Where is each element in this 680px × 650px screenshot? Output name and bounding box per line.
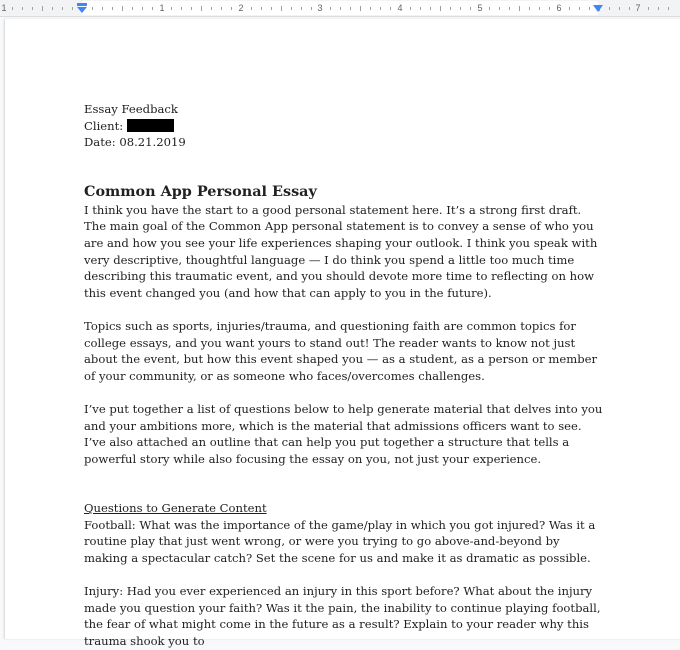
ruler-tick [430, 7, 431, 10]
ruler-tick [380, 7, 381, 10]
ruler-number: 3 [317, 3, 323, 13]
ruler-tick [470, 7, 471, 10]
question-injury: Injury: Had you ever experienced an injury in this sport before? What about the injury made you question your faith? Was it the pain, the inability to continue playing football, the fear of what might come in the future as a result? Explain to your reader why this trauma shook you to [84, 584, 601, 649]
ruler-tick [62, 7, 63, 10]
ruler-tick [211, 7, 212, 10]
ruler-tick [42, 6, 43, 11]
right-indent-marker-icon[interactable] [592, 3, 604, 13]
ruler-tick [658, 7, 659, 10]
ruler-tick [519, 6, 520, 11]
ruler-tick [648, 7, 649, 10]
ruler-number: 4 [397, 3, 403, 13]
ruler-tick [72, 7, 73, 10]
ruler-tick [191, 7, 192, 10]
ruler-number: 1 [1, 3, 7, 13]
ruler-tick [152, 7, 153, 10]
ruler-tick [410, 7, 411, 10]
client-label: Client: [84, 118, 124, 133]
ruler-tick [301, 7, 302, 10]
ruler-number: 1 [159, 3, 165, 13]
header-essay-feedback: Essay Feedback [84, 102, 178, 116]
ruler-tick [112, 7, 113, 10]
ruler-tick [390, 7, 391, 10]
document-body[interactable] [84, 101, 604, 650]
ruler-tick [440, 6, 441, 11]
ruler-tick [291, 7, 292, 10]
ruler-tick [370, 7, 371, 10]
ruler-tick [261, 7, 262, 10]
ruler-tick [281, 6, 282, 11]
ruler-tick [499, 7, 500, 10]
ruler-tick [122, 6, 123, 11]
ruler-tick [569, 7, 570, 10]
ruler-number: 7 [635, 3, 641, 13]
ruler-tick [171, 7, 172, 10]
ruler-tick [619, 7, 620, 10]
header-client-line [84, 118, 604, 135]
ruler-tick [668, 7, 669, 10]
header-date: Date: 08.21.2019 [84, 135, 186, 150]
ruler-tick [231, 7, 232, 10]
ruler-tick [311, 7, 312, 10]
paragraph-questions-intro: I’ve put together a list of questions below to help generate material that delves into you and your ambitions more, which is the material that admissions officers want to see. I’ve also attached an outline that can help you put together a structure that tells a powerful story while also focusing the essay on you, not just your experience. [84, 401, 603, 466]
ruler-tick [102, 7, 103, 10]
ruler-tick [450, 7, 451, 10]
ruler-tick [489, 7, 490, 10]
left-indent-marker-icon[interactable] [76, 3, 88, 13]
ruler-tick [201, 6, 202, 11]
ruler-tick [609, 7, 610, 10]
paragraph-topics: Topics such as sports, injuries/trauma, and questioning faith are common topics for college essays, and you want yours to stand out! The reader wants to know not just about the event, but how this event shaped you — as a student, as a person or member of your community, or as someone who faces/overcomes challenges. [84, 318, 598, 383]
ruler-tick [221, 7, 222, 10]
ruler-tick [360, 6, 361, 11]
ruler-tick [350, 7, 351, 10]
ruler-tick [251, 7, 252, 10]
ruler-tick [132, 7, 133, 10]
ruler-tick [52, 7, 53, 10]
section-heading: Questions to Generate Content [84, 501, 267, 516]
horizontal-ruler[interactable] [0, 0, 680, 17]
ruler-number: 6 [556, 3, 562, 13]
ruler-tick [181, 7, 182, 10]
ruler-number: 5 [477, 3, 483, 13]
document-page[interactable] [4, 19, 680, 649]
ruler-tick [142, 7, 143, 10]
ruler-tick [539, 7, 540, 10]
ruler-tick [92, 7, 93, 10]
ruler-tick [549, 7, 550, 10]
question-football: Football: What was the importance of the game/play in which you got injured? Was it a routine play that just went wrong, or were you trying to go above-and-beyond by making a spectacular catch? Set the scene for us and make it as dramatic as possible. [84, 517, 596, 566]
ruler-tick [32, 7, 33, 10]
ruler-tick [529, 7, 530, 10]
ruler-tick [330, 7, 331, 10]
ruler-tick [420, 7, 421, 10]
ruler-tick [22, 7, 23, 10]
redacted-client-name [127, 119, 174, 132]
ruler-tick [12, 7, 13, 10]
ruler-tick [460, 7, 461, 10]
document-title: Common App Personal Essay [84, 182, 317, 200]
ruler-tick [589, 7, 590, 10]
ruler-tick [509, 7, 510, 10]
ruler-tick [271, 7, 272, 10]
paragraph-intro: I think you have the start to a good personal statement here. It’s a strong first draft. The main goal of the Common App personal statement is to convey a sense of who you are and how you see your life experiences shaping your outlook. I think you speak with very descriptive, thoughtful language — I do think you spend a little too much time describing this traumatic event, and you should devote more time to reflecting on how this event changed you (and how that can apply to you in the future). [84, 202, 598, 300]
ruler-tick [579, 7, 580, 10]
ruler-tick [340, 7, 341, 10]
ruler-number: 2 [238, 3, 244, 13]
ruler-tick [629, 7, 630, 10]
